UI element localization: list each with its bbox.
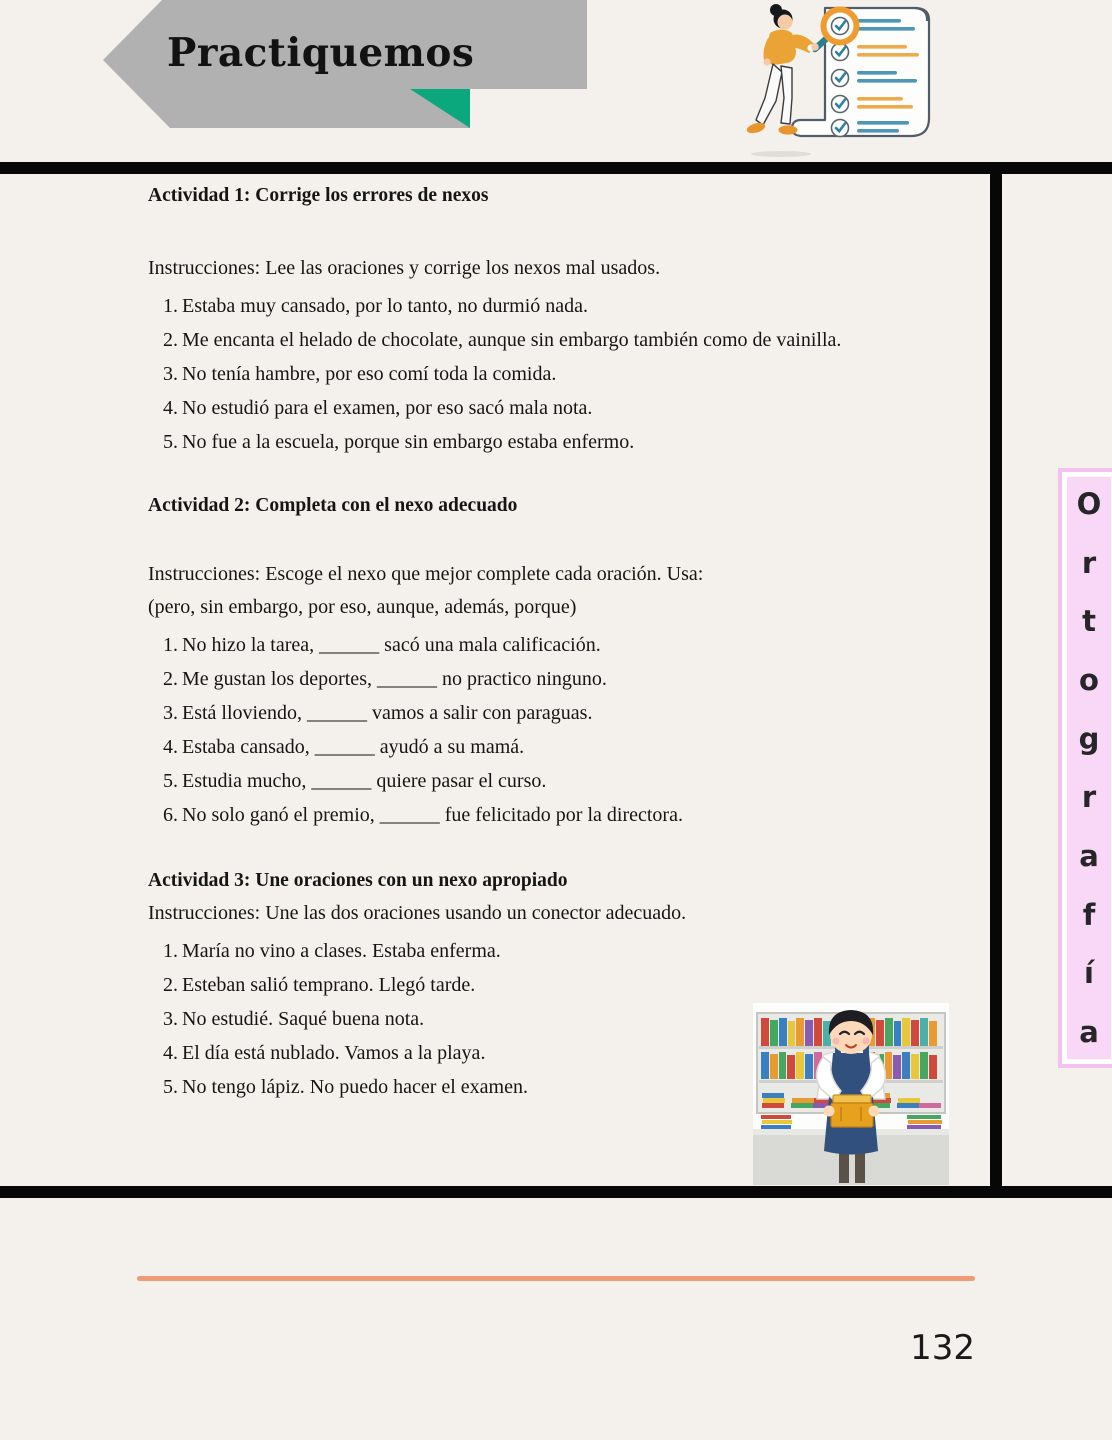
item-number: 1. xyxy=(163,940,178,962)
item-number: 5. xyxy=(163,770,178,792)
item-sentence-line1: No tengo lápiz. No puedo hacer el examen. xyxy=(182,1076,528,1098)
item-sentence-line1: Estaba muy cansado, por lo tanto, no durmió nada. xyxy=(182,295,589,317)
page-title: Practiquemos xyxy=(167,30,475,76)
item-sentence-line1: No tenía hambre, por eso comí toda la comida. xyxy=(182,363,557,385)
item-number: 3. xyxy=(163,702,178,724)
activity-3-instructions: Instrucciones: Une las dos oraciones usando un conector adecuado. xyxy=(148,902,687,924)
activity-1-title: Actividad 1: Corrige los errores de nexos xyxy=(148,185,489,206)
activity-2-title: Actividad 2: Completa con el nexo adecuado xyxy=(148,495,518,516)
item-sentence-line2: como de vainilla. xyxy=(703,329,842,351)
activity-2-instructions: Instrucciones: Escoge el nexo que mejor complete cada oración. Usa: xyxy=(148,563,704,585)
sidebar-letter: í xyxy=(1084,956,1094,991)
page-number: 132 xyxy=(910,1328,975,1368)
sidebar-letter: f xyxy=(1082,897,1096,932)
item-sentence xyxy=(182,934,843,968)
item-sentence-line1: No solo ganó el premio, ______ fue felicitado por la directora. xyxy=(182,804,683,826)
item-sentence xyxy=(182,425,843,459)
sidebar-tab-ortografia xyxy=(1058,468,1112,1068)
item-sentence-line1: No estudié. Saqué buena nota. xyxy=(182,1008,425,1030)
exercise-item xyxy=(148,289,843,323)
worksheet-content xyxy=(148,183,843,1104)
exercise-item xyxy=(148,662,843,696)
item-number: 1. xyxy=(163,295,178,317)
item-sentence-line1: Esteban salió temprano. Llegó tarde. xyxy=(182,974,476,996)
item-sentence xyxy=(182,289,843,323)
exercise-item xyxy=(148,628,843,662)
item-sentence xyxy=(182,662,843,696)
frame-border-bottom xyxy=(0,1186,1112,1198)
item-sentence-line1: Me gustan los deportes, ______ no practico ninguno. xyxy=(182,668,607,690)
exercise-item xyxy=(148,323,843,357)
item-number: 2. xyxy=(163,329,178,351)
exercise-item xyxy=(148,934,843,968)
activity-3-items xyxy=(148,934,843,1104)
frame-border-top xyxy=(0,162,1112,174)
item-sentence xyxy=(182,798,843,832)
item-sentence xyxy=(182,1070,843,1104)
item-sentence xyxy=(182,391,843,425)
activity-1-instructions: Instrucciones: Lee las oraciones y corrige los nexos mal usados. xyxy=(148,257,661,279)
exercise-item xyxy=(148,730,843,764)
item-sentence-line1: Estaba cansado, ______ ayudó a su mamá. xyxy=(182,736,525,758)
item-sentence xyxy=(182,323,843,357)
exercise-item xyxy=(148,425,843,459)
sidebar-letter: O xyxy=(1076,487,1102,521)
item-sentence xyxy=(182,968,843,1002)
sidebar-letter: r xyxy=(1081,545,1097,580)
exercise-item xyxy=(148,357,843,391)
item-number: 2. xyxy=(163,974,178,996)
bookstore-clerk-illustration xyxy=(753,1003,949,1185)
sidebar-letter: g xyxy=(1078,721,1100,756)
item-sentence-line1: Me encanta el helado de chocolate, aunque sin embargo también xyxy=(182,329,699,351)
item-number: 3. xyxy=(163,1008,178,1030)
item-number: 5. xyxy=(163,431,178,453)
exercise-item xyxy=(148,764,843,798)
sidebar-tab-letters xyxy=(1062,472,1112,1064)
sidebar-letter: a xyxy=(1079,838,1099,873)
item-sentence-line1: No hizo la tarea, ______ sacó una mala calificación. xyxy=(182,634,601,656)
exercise-item xyxy=(148,1070,843,1104)
exercise-item xyxy=(148,1036,843,1070)
item-sentence-line1: No estudió para el examen, por eso sacó mala nota. xyxy=(182,397,593,419)
item-number: 5. xyxy=(163,1076,178,1098)
exercise-item xyxy=(148,968,843,1002)
activity-1-items xyxy=(148,289,843,459)
item-number: 2. xyxy=(163,668,178,690)
activity-2-word-bank: (pero, sin embargo, por eso, aunque, además, porque) xyxy=(148,596,577,618)
exercise-item xyxy=(148,1002,843,1036)
item-sentence-line1: El día está nublado. Vamos a la playa. xyxy=(182,1042,486,1064)
sidebar-letter: a xyxy=(1079,1014,1099,1049)
item-number: 6. xyxy=(163,804,178,826)
exercise-item xyxy=(148,696,843,730)
item-sentence-line1: Estudia mucho, ______ quiere pasar el curso. xyxy=(182,770,547,792)
sidebar-letter: o xyxy=(1079,662,1099,697)
item-sentence-line1: María no vino a clases. Estaba enferma. xyxy=(182,940,501,962)
activity-2-section xyxy=(148,493,843,832)
item-sentence-line1: Está lloviendo, ______ vamos a salir con paraguas. xyxy=(182,702,593,724)
item-sentence xyxy=(182,628,843,662)
item-sentence xyxy=(182,730,843,764)
item-number: 4. xyxy=(163,397,178,419)
item-sentence xyxy=(182,357,843,391)
activity-3-section xyxy=(148,868,843,1104)
item-sentence-line1: No fue a la escuela, porque sin embargo estaba enfermo. xyxy=(182,431,635,453)
item-number: 4. xyxy=(163,1042,178,1064)
exercise-item xyxy=(148,798,843,832)
frame-border-right xyxy=(990,162,1002,1198)
activity-2-items xyxy=(148,628,843,832)
item-sentence xyxy=(182,764,843,798)
activity-1-section xyxy=(148,183,843,459)
item-number: 3. xyxy=(163,363,178,385)
item-sentence xyxy=(182,1002,843,1036)
activity-3-title: Actividad 3: Une oraciones con un nexo apropiado xyxy=(148,870,568,891)
item-sentence xyxy=(182,1036,843,1070)
item-sentence xyxy=(182,696,843,730)
sidebar-letter: r xyxy=(1081,780,1097,815)
item-number: 4. xyxy=(163,736,178,758)
footer-divider-line xyxy=(137,1276,975,1281)
sidebar-letter: t xyxy=(1082,604,1096,639)
item-number: 1. xyxy=(163,634,178,656)
checklist-review-illustration xyxy=(735,2,940,160)
exercise-item xyxy=(148,391,843,425)
